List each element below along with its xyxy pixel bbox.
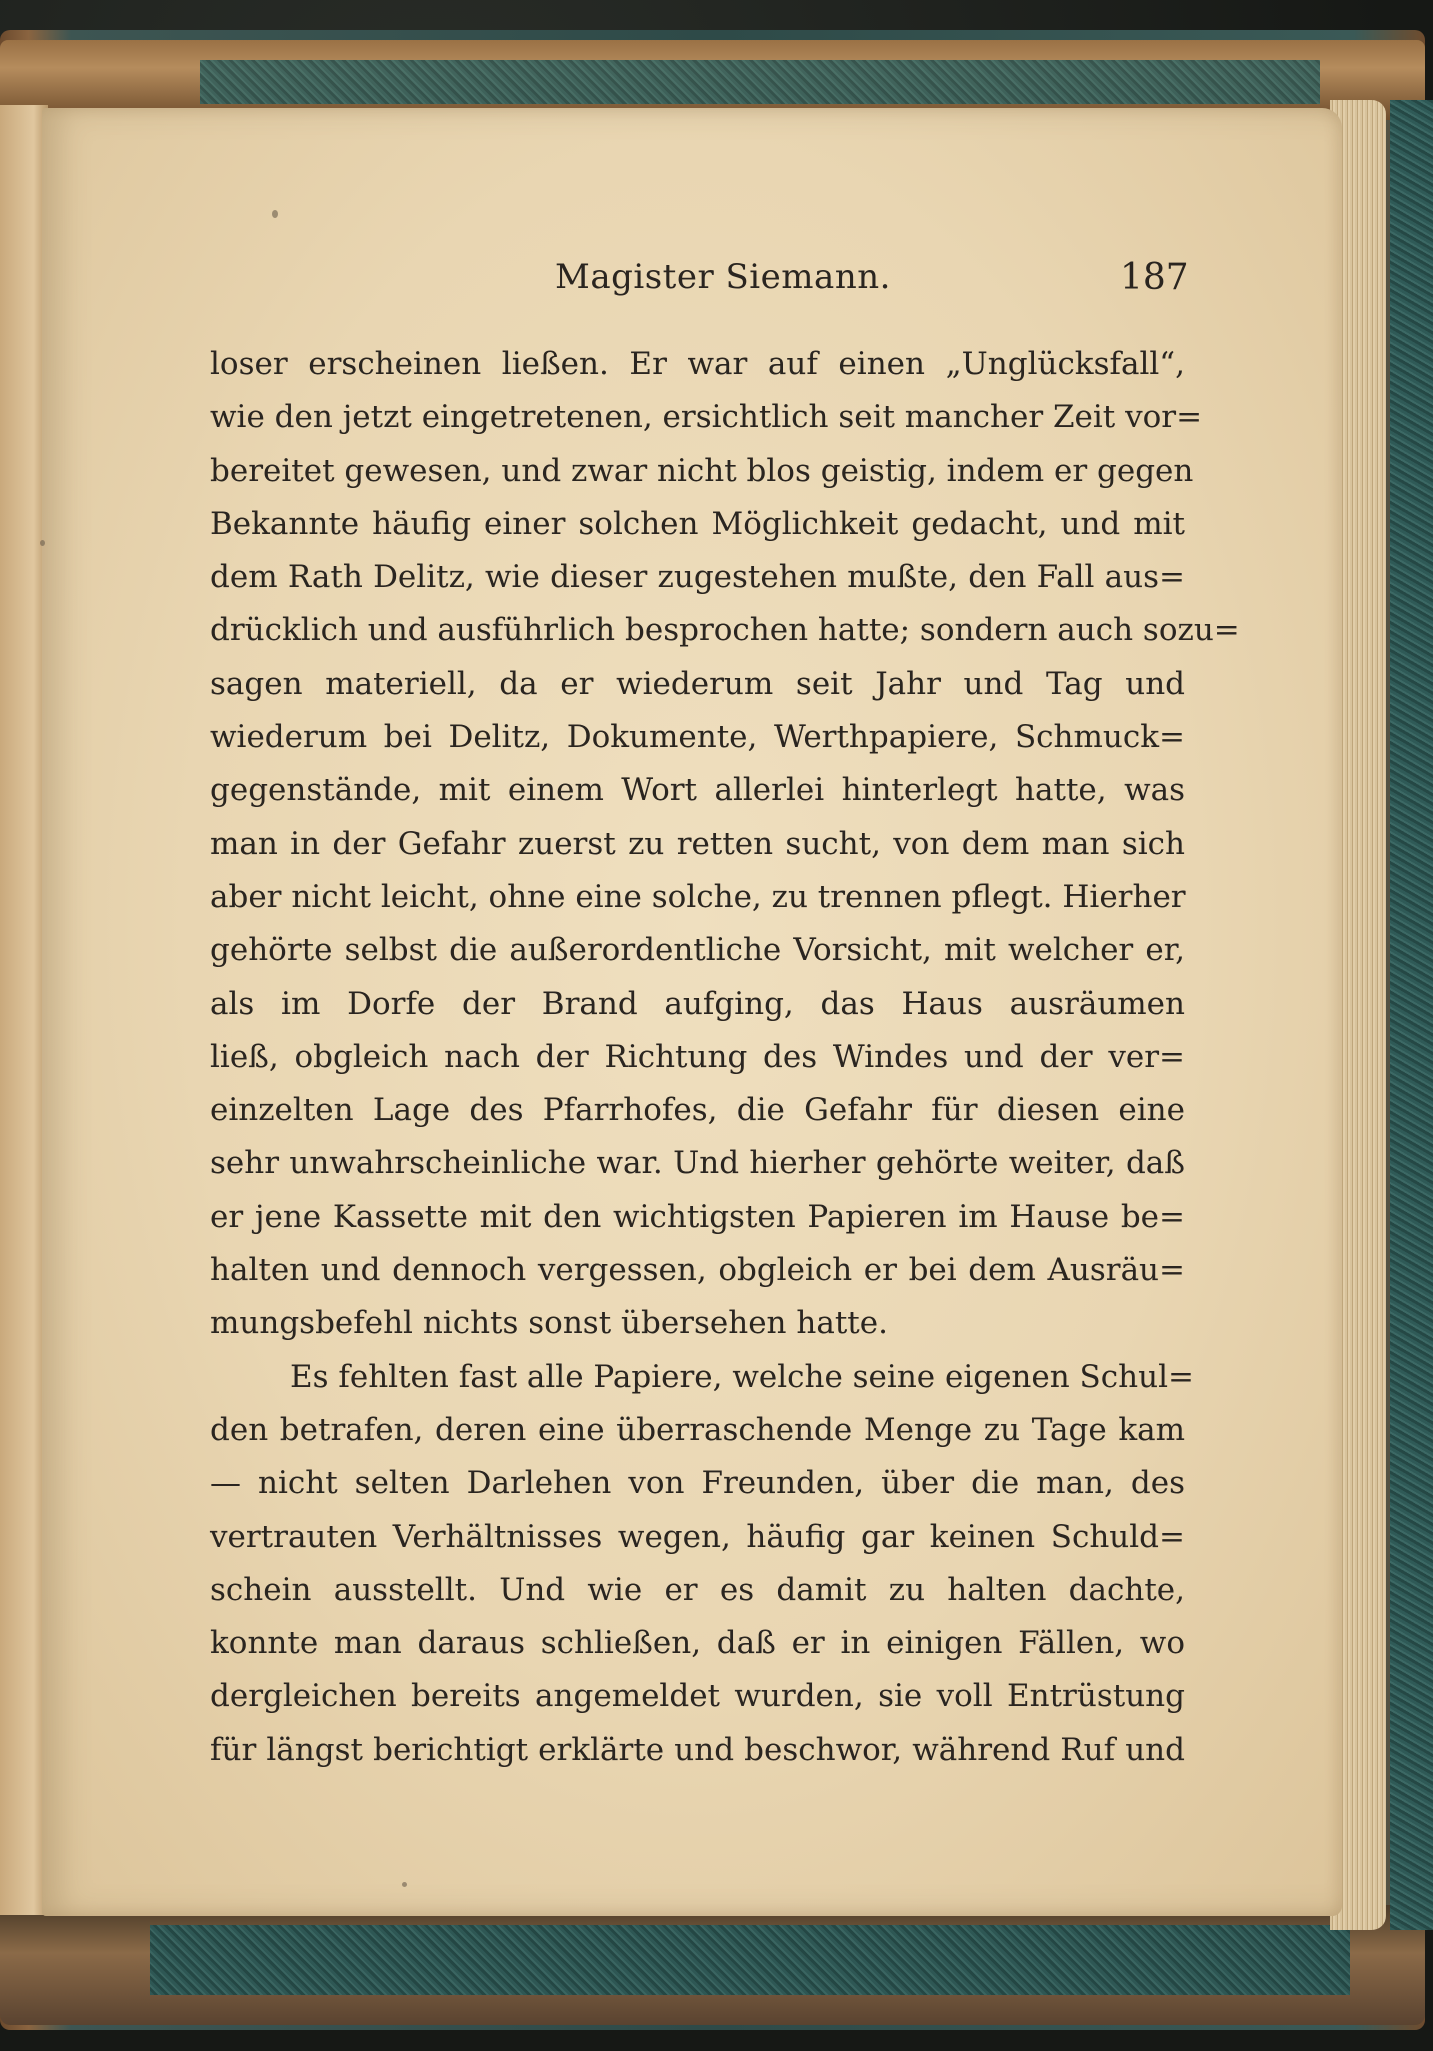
text-line: dem Rath Delitz, wie dieser zugestehen mußte, den Fall aus= bbox=[210, 559, 1185, 596]
running-title: Magister Siemann. bbox=[555, 257, 891, 297]
ink-speck bbox=[402, 1882, 407, 1887]
running-header bbox=[0, 257, 1433, 305]
ink-speck bbox=[40, 540, 45, 546]
text-line: sehr unwahrscheinliche war. Und hierher gehörte weiter, daß bbox=[210, 1145, 1185, 1182]
text-line: aber nicht leicht, ohne eine solche, zu trennen pflegt. Hierher bbox=[210, 878, 1186, 915]
text-line: mungsbefehl nichts sonst übersehen hatte. bbox=[210, 1305, 888, 1342]
text-line: gehörte selbst die außerordentliche Vorsicht, mit welcher er, bbox=[210, 932, 1185, 969]
cover-cloth-bottom bbox=[150, 1925, 1350, 1995]
text-line: man in der Gefahr zuerst zu retten sucht, von dem man sich bbox=[210, 825, 1185, 862]
text-line: vertrauten Verhältnisses wegen, häufig gar keinen Schuld= bbox=[210, 1518, 1185, 1555]
text-line: drücklich und ausführlich besprochen hatte; sondern auch sozu= bbox=[210, 612, 1240, 649]
paragraph bbox=[210, 338, 1240, 1351]
ink-speck bbox=[272, 210, 278, 218]
cover-right-edge bbox=[1390, 100, 1433, 1930]
facing-page-edge bbox=[0, 105, 48, 1915]
text-line: schein ausstellt. Und wie er es damit zu halten dachte, bbox=[210, 1571, 1185, 1608]
body-text bbox=[210, 338, 1240, 1777]
paragraph bbox=[210, 1351, 1194, 1777]
text-line: er jene Kassette mit den wichtigsten Papieren im Hause be= bbox=[210, 1198, 1185, 1235]
text-line: loser erscheinen ließen. Er war auf einen „Unglücksfall“, bbox=[210, 346, 1185, 382]
text-line: sagen materiell, da er wiederum seit Jahr und Tag und bbox=[210, 665, 1185, 702]
text-line: ließ, obgleich nach der Richtung des Windes und der ver= bbox=[210, 1038, 1185, 1075]
text-line: Bekannte häufig einer solchen Möglichkeit gedacht, und mit bbox=[210, 505, 1185, 542]
text-line: halten und dennoch vergessen, obgleich er bei dem Ausräu= bbox=[210, 1252, 1185, 1289]
page-number: 187 bbox=[1120, 257, 1189, 298]
text-line: als im Dorfe der Brand aufging, das Haus ausräumen bbox=[210, 985, 1185, 1022]
text-line: für längst berichtigt erklärte und beschwor, während Ruf und bbox=[210, 1731, 1185, 1768]
text-line: dergleichen bereits angemeldet wurden, sie voll Entrüstung bbox=[210, 1678, 1185, 1715]
cover-cloth-top bbox=[200, 60, 1320, 104]
text-line: wie den jetzt eingetretenen, ersichtlich seit mancher Zeit vor= bbox=[210, 399, 1203, 436]
text-line: gegenstände, mit einem Wort allerlei hinterlegt hatte, was bbox=[210, 772, 1185, 809]
text-line: den betrafen, deren eine überraschende Menge zu Tage kam bbox=[210, 1411, 1185, 1448]
text-line: einzelten Lage des Pfarrhofes, die Gefahr für diesen eine bbox=[210, 1092, 1185, 1129]
text-line: Es fehlten fast alle Papiere, welche seine eigenen Schul= bbox=[290, 1358, 1194, 1395]
text-line: konnte man daraus schließen, daß er in einigen Fällen, wo bbox=[210, 1625, 1185, 1662]
text-line: wiederum bei Delitz, Dokumente, Werthpapiere, Schmuck= bbox=[210, 719, 1185, 756]
text-line: bereitet gewesen, und zwar nicht blos geistig, indem er gegen bbox=[210, 452, 1194, 489]
text-line: — nicht selten Darlehen von Freunden, über die man, des bbox=[210, 1465, 1185, 1502]
